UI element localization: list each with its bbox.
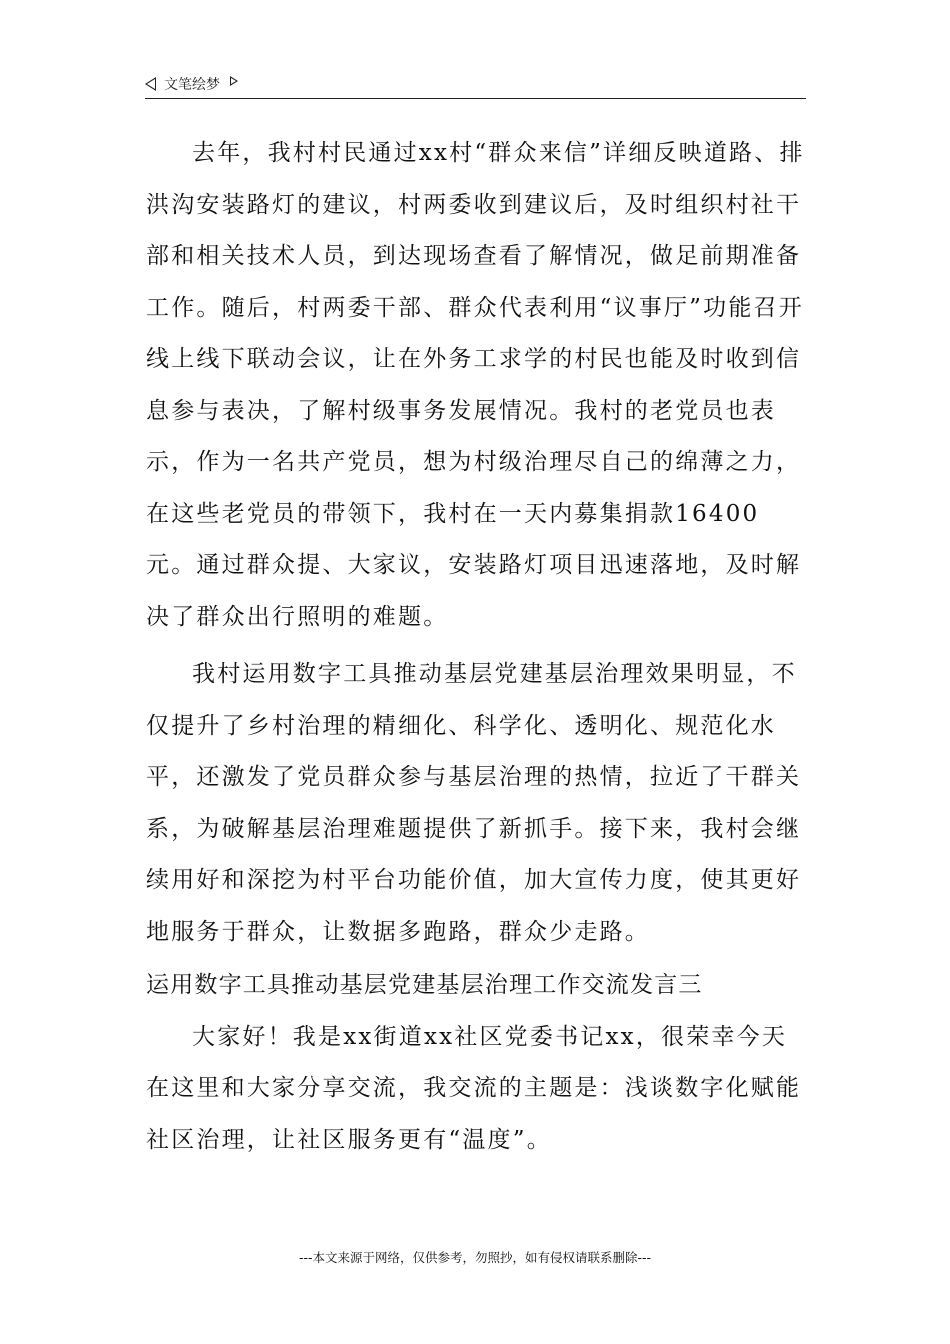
document-body — [146, 128, 806, 1166]
header-title: 文笔绘梦 — [164, 77, 220, 93]
paragraph-3: 大家好！我是xx街道xx社区党委书记xx，很荣幸今天在这里和大家分享交流，我交流的主题是：浅谈数字化赋能社区治理，让社区服务更有“温度”。 — [146, 1023, 802, 1153]
triangle-left-icon — [145, 77, 156, 91]
footer-notice: ---本文来源于网络，仅供参考，勿照抄，如有侵权请联系删除--- — [298, 1250, 652, 1265]
header-brand — [145, 74, 238, 94]
paragraph-2: 我村运用数字工具推动基层党建基层治理效果明显，不仅提升了乡村治理的精细化、科学化、透明化、规范化水平，还激发了党员群众参与基层治理的热情，拉近了干群关系，为破解基层治理难题提供了新抓手。接下来，我村会继续用好和深挖为村平台功能价值，加大宣传力度，使其更好地服务于群众，让数据多跑路，群众少走路。 — [146, 661, 802, 945]
page-header — [145, 72, 806, 99]
section-heading: 运用数字工具推动基层党建基层治理工作交流发言三 — [146, 972, 703, 998]
triangle-right-icon — [230, 76, 238, 86]
paragraph-1: 去年，我村村民通过xx村“群众来信”详细反映道路、排洪沟安装路灯的建议，村两委收到建议后，及时组织村社干部和相关技术人员，到达现场查看了解情况，做足前期准备工作。随后，村两委干部、群众代表利用“议事厅”功能召开线上线下联动会议，让在外务工求学的村民也能及时收到信息参与表决，了解村级事务发展情况。我村的老党员也表示，作为一名共产党员，想为村级治理尽自己的绵薄之力，在这些老党员的带领下，我村在一天内募集捐款16400元。通过群众提、大家议，安装路灯项目迅速落地，及时解决了群众出行照明的难题。 — [146, 140, 805, 630]
